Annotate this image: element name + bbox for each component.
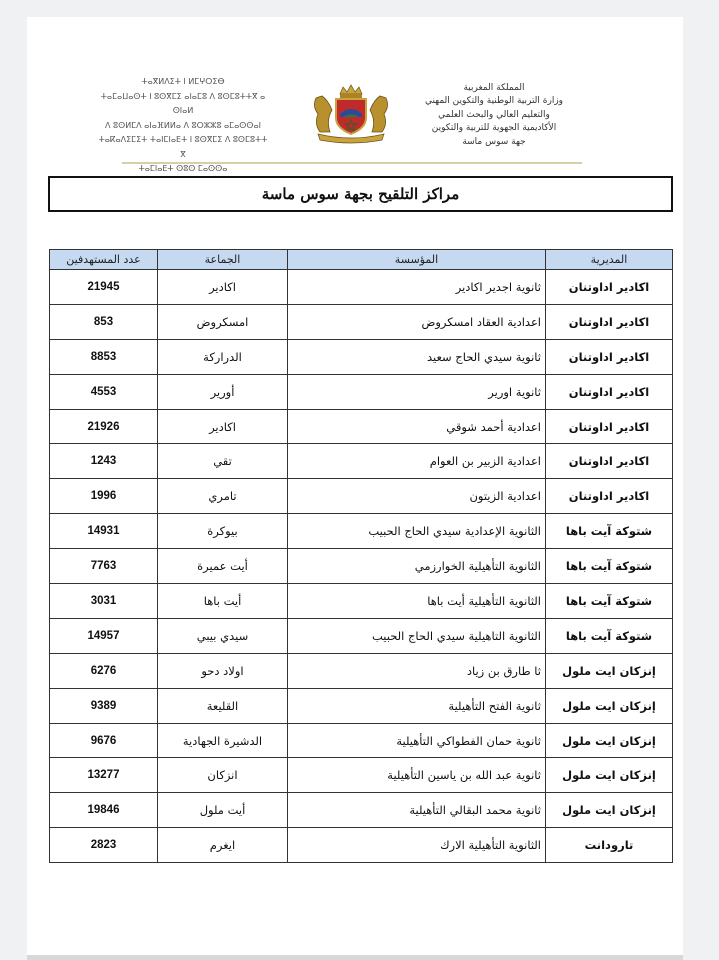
cell-directorate: شتوكة آيت باها [546, 618, 673, 653]
cell-commune: سيدي بيبي [158, 618, 288, 653]
cell-beneficiaries: 2823 [50, 828, 158, 863]
cell-directorate: اكادير اداوتنان [546, 374, 673, 409]
cell-commune: الدراركة [158, 339, 288, 374]
cell-institution: الثانوية الإعدادية سيدي الحاج الحبيب [288, 514, 546, 549]
tifinagh-line: ⵜⴰⴳⵍⴷⵉⵜ ⵏ ⵍⵎⵖⵔⵉⴱ [141, 77, 225, 86]
page-bottom-edge [27, 955, 683, 960]
table-row [50, 688, 673, 723]
cell-institution: ثانوية اجدير اكادير [288, 270, 546, 305]
cell-commune: بيوكرة [158, 514, 288, 549]
vaccination-centers-table [49, 249, 673, 863]
cell-institution: الثانوية التأهيلية أيت باها [288, 584, 546, 619]
cell-beneficiaries: 21945 [50, 270, 158, 305]
table-row [50, 479, 673, 514]
table-row [50, 828, 673, 863]
cell-beneficiaries: 7763 [50, 549, 158, 584]
cell-institution: ثانوية محمد البقالي التأهيلية [288, 793, 546, 828]
cell-commune: أيت عميرة [158, 549, 288, 584]
cell-directorate: إنزكان ايت ملول [546, 793, 673, 828]
cell-institution: ثانوية الفتح التأهيلية [288, 688, 546, 723]
cell-directorate: شتوكة آيت باها [546, 514, 673, 549]
cell-commune: امسكروض [158, 304, 288, 339]
tifinagh-line: ⴷ ⵓⵙⵍⵎⴷ ⴰⵏⴰⴼⵍⵍⴰ ⴷ ⵓⵔⵣⵣⵓ ⴰⵎⴰⵙⵙⴰⵏ [105, 120, 261, 130]
cell-directorate: اكادير اداوتنان [546, 304, 673, 339]
cell-institution: الثانوية التأهيلية الخوارزمي [288, 549, 546, 584]
cell-directorate: اكادير اداوتنان [546, 409, 673, 444]
cell-beneficiaries: 1243 [50, 444, 158, 479]
crown-band [340, 94, 362, 98]
cell-directorate: إنزكان ايت ملول [546, 723, 673, 758]
cell-directorate: إنزكان ايت ملول [546, 688, 673, 723]
cell-directorate: اكادير اداوتنان [546, 270, 673, 305]
cell-directorate: اكادير اداوتنان [546, 339, 673, 374]
cell-beneficiaries: 21926 [50, 409, 158, 444]
cell-beneficiaries: 9676 [50, 723, 158, 758]
cell-commune: اكادير [158, 409, 288, 444]
cell-institution: اعدادية العقاد امسكروض [288, 304, 546, 339]
tifinagh-line: ⵜⴰⴽⴰⴷⵉⵎⵉⵜ ⵜⴰⵏⵎⵏⴰⴹⵜ ⵏ ⵓⵙⴳⵎⵉ ⴷ ⵓⵙⵎⵓⵜⵜⴳ [98, 135, 268, 159]
page-title: مراكز التلقيح بجهة سوس ماسة [261, 185, 460, 203]
crown-icon [340, 85, 362, 94]
cell-institution: ثانوية عبد الله بن ياسين التأهيلية [288, 758, 546, 793]
cell-directorate: اكادير اداوتنان [546, 479, 673, 514]
table-row [50, 339, 673, 374]
cell-directorate: إنزكان ايت ملول [546, 653, 673, 688]
cell-beneficiaries: 19846 [50, 793, 158, 828]
cell-commune: تقي [158, 444, 288, 479]
cell-beneficiaries: 14931 [50, 514, 158, 549]
cell-commune: اولاد دحو [158, 653, 288, 688]
table-row [50, 723, 673, 758]
header-divider [122, 162, 582, 164]
table-body [50, 270, 673, 863]
cell-commune: أيت باها [158, 584, 288, 619]
arabic-line: المملكة المغربية [463, 83, 525, 93]
cell-directorate: اكادير اداوتنان [546, 444, 673, 479]
column-header-beneficiaries: عدد المستهدفين [50, 250, 158, 270]
cell-commune: الدشيرة الجهادية [158, 723, 288, 758]
cell-commune: انزكان [158, 758, 288, 793]
cell-beneficiaries: 853 [50, 304, 158, 339]
cell-institution: اعدادية الزيتون [288, 479, 546, 514]
table-row [50, 758, 673, 793]
cell-institution: ثانوية اورير [288, 374, 546, 409]
table-row [50, 514, 673, 549]
cell-beneficiaries: 9389 [50, 688, 158, 723]
table-row [50, 653, 673, 688]
cell-commune: أورير [158, 374, 288, 409]
cell-institution: ثا طارق بن زياد [288, 653, 546, 688]
arabic-line: الأكاديمية الجهوية للتربية والتكوين [431, 123, 557, 134]
table-header-row [50, 250, 673, 270]
title-box [48, 176, 673, 212]
cell-beneficiaries: 6276 [50, 653, 158, 688]
cell-beneficiaries: 8853 [50, 339, 158, 374]
table-row [50, 793, 673, 828]
arabic-line: جهة سوس ماسة [462, 136, 526, 147]
cell-institution: ثانوية حمان الفطواكي التأهيلية [288, 723, 546, 758]
left-lion-icon [314, 96, 332, 132]
cell-beneficiaries: 1996 [50, 479, 158, 514]
table-row [50, 270, 673, 305]
table-row [50, 549, 673, 584]
column-header-commune: الجماعة [158, 250, 288, 270]
table-row [50, 409, 673, 444]
tifinagh-line: ⵜⴰⵎⴰⵡⴰⵙⵜ ⵏ ⵓⵙⴳⵎⵉ ⴰⵏⴰⵎⵓ ⴷ ⵓⵙⵎⵓⵜⵜⴳ ⴰⵙⵏⴰⵍ [100, 91, 266, 115]
right-lion-icon [370, 96, 388, 132]
header-arabic-text [402, 82, 586, 149]
ribbon-icon [318, 134, 384, 143]
cell-institution: الثانوية التأهيلية الارك [288, 828, 546, 863]
cell-commune: ايغرم [158, 828, 288, 863]
cell-institution: ثانوية سيدي الحاج سعيد [288, 339, 546, 374]
cell-beneficiaries: 4553 [50, 374, 158, 409]
cell-institution: اعدادية الزبير بن العوام [288, 444, 546, 479]
cell-commune: تامري [158, 479, 288, 514]
tifinagh-line: ⵜⴰⵎⵏⴰⴹⵜ ⵙⵓⵙ ⵎⴰⵙⵙⴰ [138, 164, 228, 173]
cell-beneficiaries: 14957 [50, 618, 158, 653]
cell-commune: أيت ملول [158, 793, 288, 828]
column-header-directorate: المديرية [546, 250, 673, 270]
cell-commune: اكادير [158, 270, 288, 305]
arabic-line: وزارة التربية الوطنية والتكوين المهني [424, 96, 564, 107]
cell-commune: القليعة [158, 688, 288, 723]
cell-directorate: شتوكة آيت باها [546, 549, 673, 584]
cell-institution: الثانوية التاهيلية سيدي الحاج الحبيب [288, 618, 546, 653]
table-row [50, 584, 673, 619]
cell-directorate: تارودانت [546, 828, 673, 863]
cell-directorate: شتوكة آيت باها [546, 584, 673, 619]
cell-beneficiaries: 3031 [50, 584, 158, 619]
table-row [50, 618, 673, 653]
table-row [50, 444, 673, 479]
cell-directorate: إنزكان ايت ملول [546, 758, 673, 793]
cell-beneficiaries: 13277 [50, 758, 158, 793]
table-row [50, 304, 673, 339]
moroccan-coat-of-arms-icon [310, 84, 392, 144]
arabic-line: والتعليم العالي والبحث العلمي [438, 109, 550, 120]
cell-institution: اعدادية أحمد شوقي [288, 409, 546, 444]
table-row [50, 374, 673, 409]
column-header-institution: المؤسسة [288, 250, 546, 270]
